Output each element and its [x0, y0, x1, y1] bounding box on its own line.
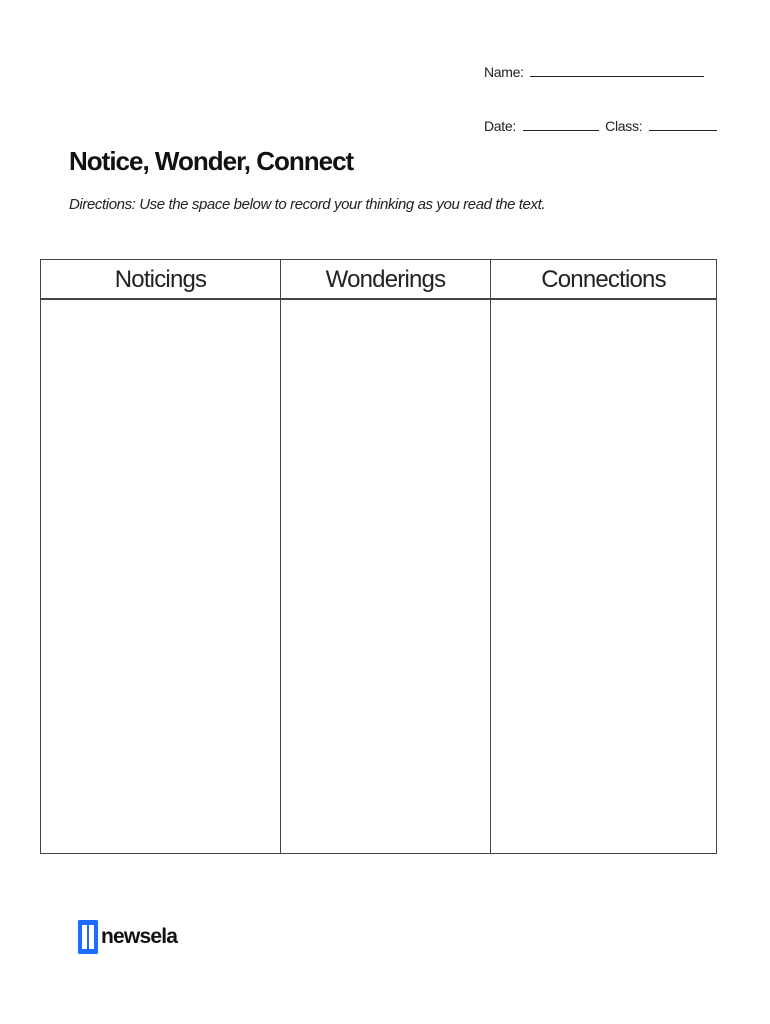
name-blank-line[interactable] [530, 64, 704, 77]
connections-writing-area[interactable] [491, 300, 716, 853]
date-class-row [484, 118, 717, 134]
date-label: Date: [484, 118, 516, 134]
graphic-organizer-table [40, 259, 717, 854]
newsela-wordmark: newsela [101, 925, 178, 948]
class-label: Class: [605, 118, 643, 134]
noticings-writing-area[interactable] [41, 300, 281, 853]
name-field[interactable] [484, 64, 704, 80]
column-header-connections: Connections [541, 266, 666, 293]
date-blank-line[interactable] [523, 118, 599, 131]
column-header-noticings: Noticings [41, 260, 281, 298]
newsela-logo [78, 920, 177, 954]
name-label: Name: [484, 64, 524, 80]
class-blank-line[interactable] [649, 118, 717, 131]
organizer-body-row [41, 300, 716, 853]
newsela-book-icon [78, 920, 98, 954]
worksheet-title: Notice, Wonder, Connect [69, 146, 354, 176]
column-header-wonderings: Wonderings [281, 260, 491, 298]
wonderings-writing-area[interactable] [281, 300, 491, 853]
directions-text: Directions: Use the space below to record your thinking as you read the text. [69, 196, 546, 213]
organizer-header-row [41, 260, 716, 300]
